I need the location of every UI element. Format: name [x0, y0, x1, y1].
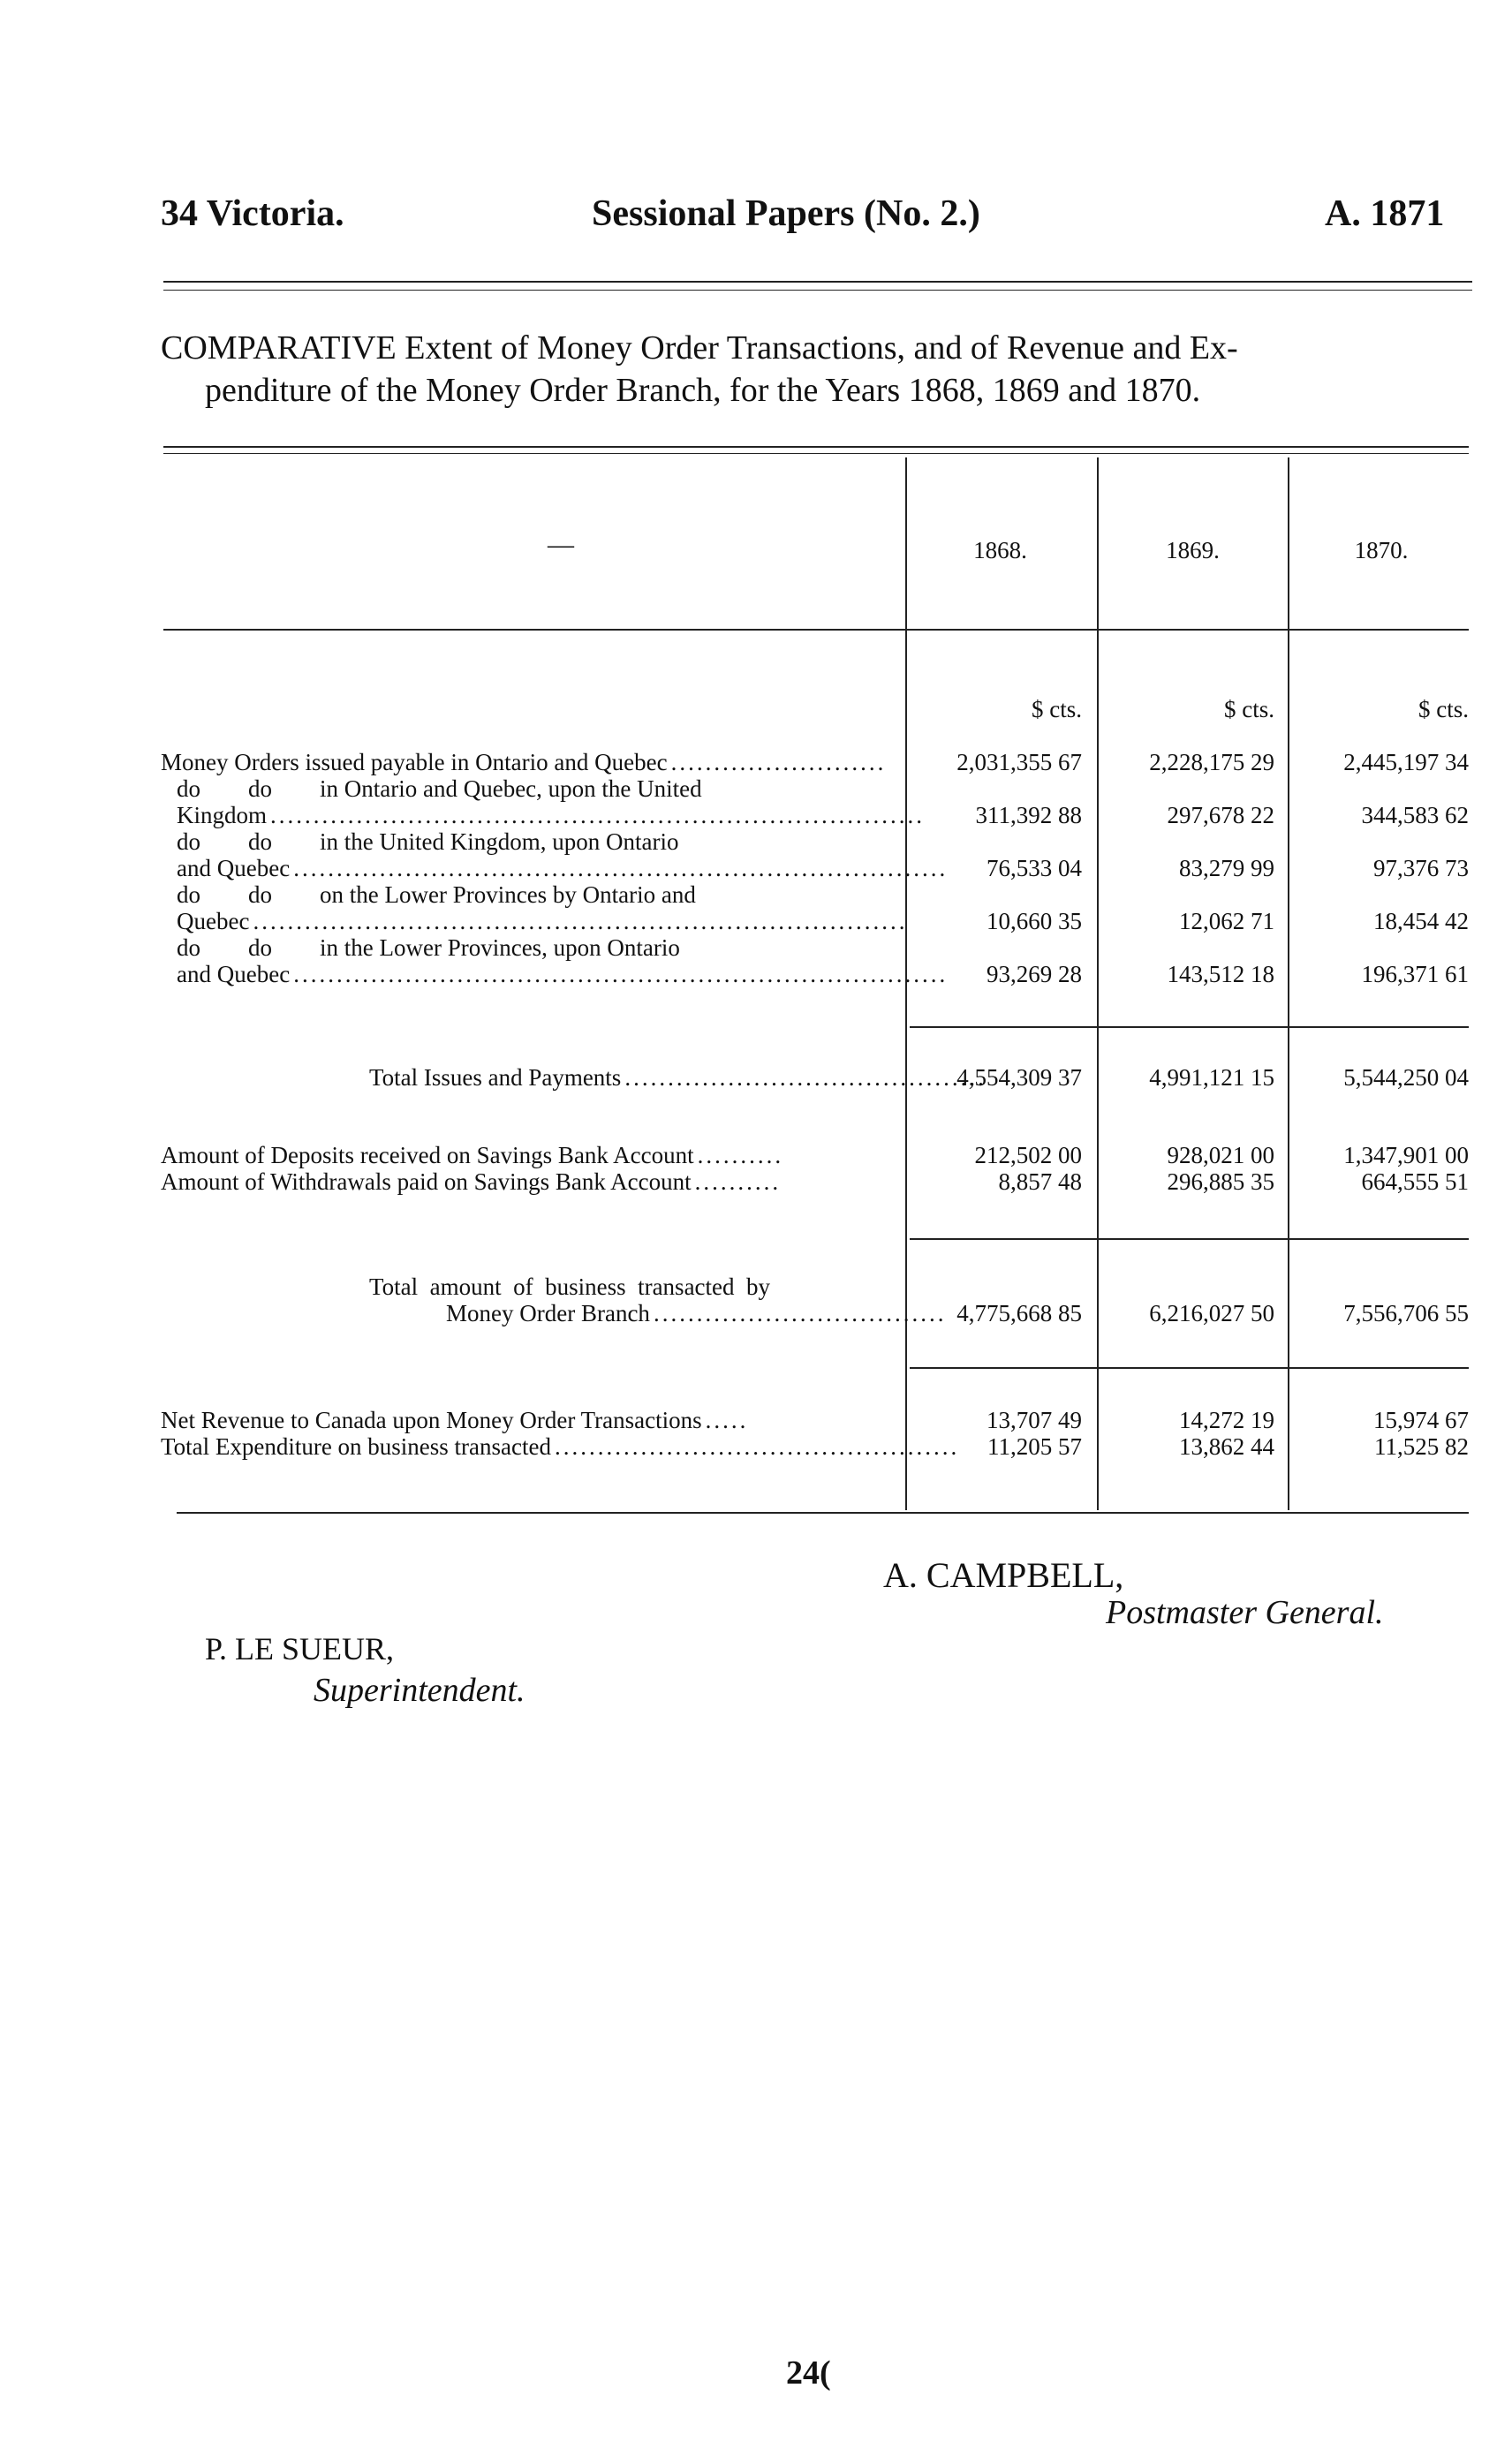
- row-label-in-lower-provinces-b: and Quebec ............................................................................: [177, 961, 949, 987]
- units-1869: $ cts.: [1224, 696, 1274, 722]
- value-withdrawals-1869: 296,885 35: [1167, 1168, 1274, 1195]
- postmaster-general-title: Postmaster General.: [1106, 1594, 1384, 1631]
- table-bottom-rule: [177, 1512, 1469, 1514]
- value-total-business-1869: 6,216,027 50: [1149, 1300, 1274, 1326]
- value-withdrawals-1870: 664,555 51: [1361, 1168, 1469, 1195]
- row-label-lower-provinces-a: do do on the Lower Provinces by Ontario and: [177, 881, 696, 908]
- value-expenditure-1869: 13,862 44: [1179, 1433, 1274, 1460]
- header-bottom-rule: [163, 629, 1469, 631]
- value-withdrawals-1868: 8,857 48: [998, 1168, 1082, 1195]
- year-1870-header: 1870.: [1354, 537, 1409, 563]
- value-r2-1868: 311,392 88: [975, 802, 1082, 828]
- value-net-revenue-1868: 13,707 49: [987, 1407, 1082, 1433]
- row-label-text: Total Issues and Payments: [369, 1064, 622, 1091]
- row-label-text: Net Revenue to Canada upon Money Order Transactions: [161, 1407, 702, 1433]
- row-label-text: Money Orders issued payable in Ontario and Quebec: [161, 749, 668, 775]
- value-r3-1870: 97,376 73: [1373, 855, 1469, 881]
- value-r5-1869: 143,512 18: [1167, 961, 1274, 987]
- value-r2-1870: 344,583 62: [1361, 802, 1469, 828]
- row-label-net-revenue: Net Revenue to Canada upon Money Order Transactions .....: [161, 1407, 749, 1433]
- value-net-revenue-1870: 15,974 67: [1373, 1407, 1469, 1433]
- superintendent-name: P. LE SUEUR,: [205, 1631, 395, 1666]
- revenue-rule: [910, 1367, 1469, 1369]
- value-total-issues-1870: 5,544,250 04: [1343, 1064, 1469, 1091]
- row-label-withdrawals: Amount of Withdrawals paid on Savings Bank Account ..........: [161, 1168, 782, 1195]
- row-label-deposits: Amount of Deposits received on Savings Bank Account ..........: [161, 1142, 784, 1168]
- row-label-lower-provinces-b: Quebec ............................................................................: [177, 908, 908, 934]
- row-label-text: and Quebec: [177, 855, 291, 881]
- header-rule-thin: [163, 290, 1472, 291]
- value-deposits-1868: 212,502 00: [974, 1142, 1082, 1168]
- year-1868-header: 1868.: [973, 537, 1027, 563]
- value-deposits-1870: 1,347,901 00: [1343, 1142, 1469, 1168]
- value-total-issues-1868: 4,554,309 37: [956, 1064, 1082, 1091]
- stub-header: —: [548, 530, 574, 559]
- row-label-uk-b: Kingdom ............................................................................: [177, 802, 926, 828]
- value-r3-1868: 76,533 04: [987, 855, 1082, 881]
- row-label-orders-ontario-quebec: Money Orders issued payable in Ontario and Quebec .........................: [161, 749, 887, 775]
- units-1868: $ cts.: [1032, 696, 1082, 722]
- page-title-line1: COMPARATIVE Extent of Money Order Transactions, and of Revenue and Ex-: [161, 329, 1238, 367]
- value-r2-1869: 297,678 22: [1167, 802, 1274, 828]
- row-label-total-business-a: Total amount of business transacted by: [369, 1273, 771, 1300]
- value-r4-1868: 10,660 35: [987, 908, 1082, 934]
- page-number: 24(: [786, 2354, 831, 2392]
- row-label-from-uk-b: and Quebec ............................................................................: [177, 855, 949, 881]
- value-r3-1869: 83,279 99: [1179, 855, 1274, 881]
- value-r1-1870: 2,445,197 34: [1343, 749, 1469, 775]
- row-label-from-uk-a: do do in the United Kingdom, upon Ontario: [177, 828, 679, 855]
- value-total-business-1868: 4,775,668 85: [956, 1300, 1082, 1326]
- value-r4-1870: 18,454 42: [1373, 908, 1469, 934]
- value-deposits-1869: 928,021 00: [1167, 1142, 1274, 1168]
- row-label-text: Kingdom: [177, 802, 268, 828]
- business-total-rule: [910, 1238, 1469, 1240]
- value-expenditure-1870: 11,525 82: [1374, 1433, 1469, 1460]
- header-year: A. 1871: [1325, 193, 1445, 234]
- row-label-text: and Quebec: [177, 961, 291, 987]
- value-r5-1870: 196,371 61: [1361, 961, 1469, 987]
- page-title-line2: penditure of the Money Order Branch, for the Years 1868, 1869 and 1870.: [205, 372, 1201, 409]
- row-label-expenditure: Total Expenditure on business transacted ...............................................: [161, 1433, 960, 1460]
- row-label-uk-a: do do in Ontario and Quebec, upon the United: [177, 775, 702, 802]
- row-label-text: Quebec: [177, 908, 250, 934]
- year-1869-header: 1869.: [1166, 537, 1220, 563]
- value-expenditure-1868: 11,205 57: [987, 1433, 1082, 1460]
- table-top-rule-thin: [163, 453, 1469, 454]
- column-divider-3: [1288, 457, 1289, 1510]
- row-label-total-business-b: Money Order Branch ..................................: [446, 1300, 947, 1326]
- value-r1-1868: 2,031,355 67: [956, 749, 1082, 775]
- superintendent-title: Superintendent.: [314, 1672, 525, 1709]
- value-total-issues-1869: 4,991,121 15: [1149, 1064, 1274, 1091]
- header-session: 34 Victoria.: [161, 193, 344, 234]
- column-divider-2: [1097, 457, 1099, 1510]
- units-1870: $ cts.: [1418, 696, 1469, 722]
- header-rule: [163, 281, 1472, 283]
- value-r5-1868: 93,269 28: [987, 961, 1082, 987]
- header-sessional-papers: Sessional Papers (No. 2.): [592, 193, 980, 234]
- postmaster-general-name: A. CAMPBELL,: [883, 1555, 1124, 1595]
- value-r1-1869: 2,228,175 29: [1149, 749, 1274, 775]
- row-label-text: Money Order Branch: [446, 1300, 650, 1326]
- table-top-rule: [163, 446, 1469, 448]
- row-label-in-lower-provinces-a: do do in the Lower Provinces, upon Ontario: [177, 934, 680, 961]
- row-label-text: Total Expenditure on business transacted: [161, 1433, 551, 1460]
- row-label-total-issues: Total Issues and Payments ..........................................: [369, 1064, 987, 1091]
- subtotal-rule: [910, 1026, 1469, 1028]
- row-label-text: Amount of Withdrawals paid on Savings Bank Account: [161, 1168, 692, 1195]
- value-net-revenue-1869: 14,272 19: [1179, 1407, 1274, 1433]
- value-total-business-1870: 7,556,706 55: [1343, 1300, 1469, 1326]
- row-label-text: Amount of Deposits received on Savings Bank Account: [161, 1142, 694, 1168]
- value-r4-1869: 12,062 71: [1179, 908, 1274, 934]
